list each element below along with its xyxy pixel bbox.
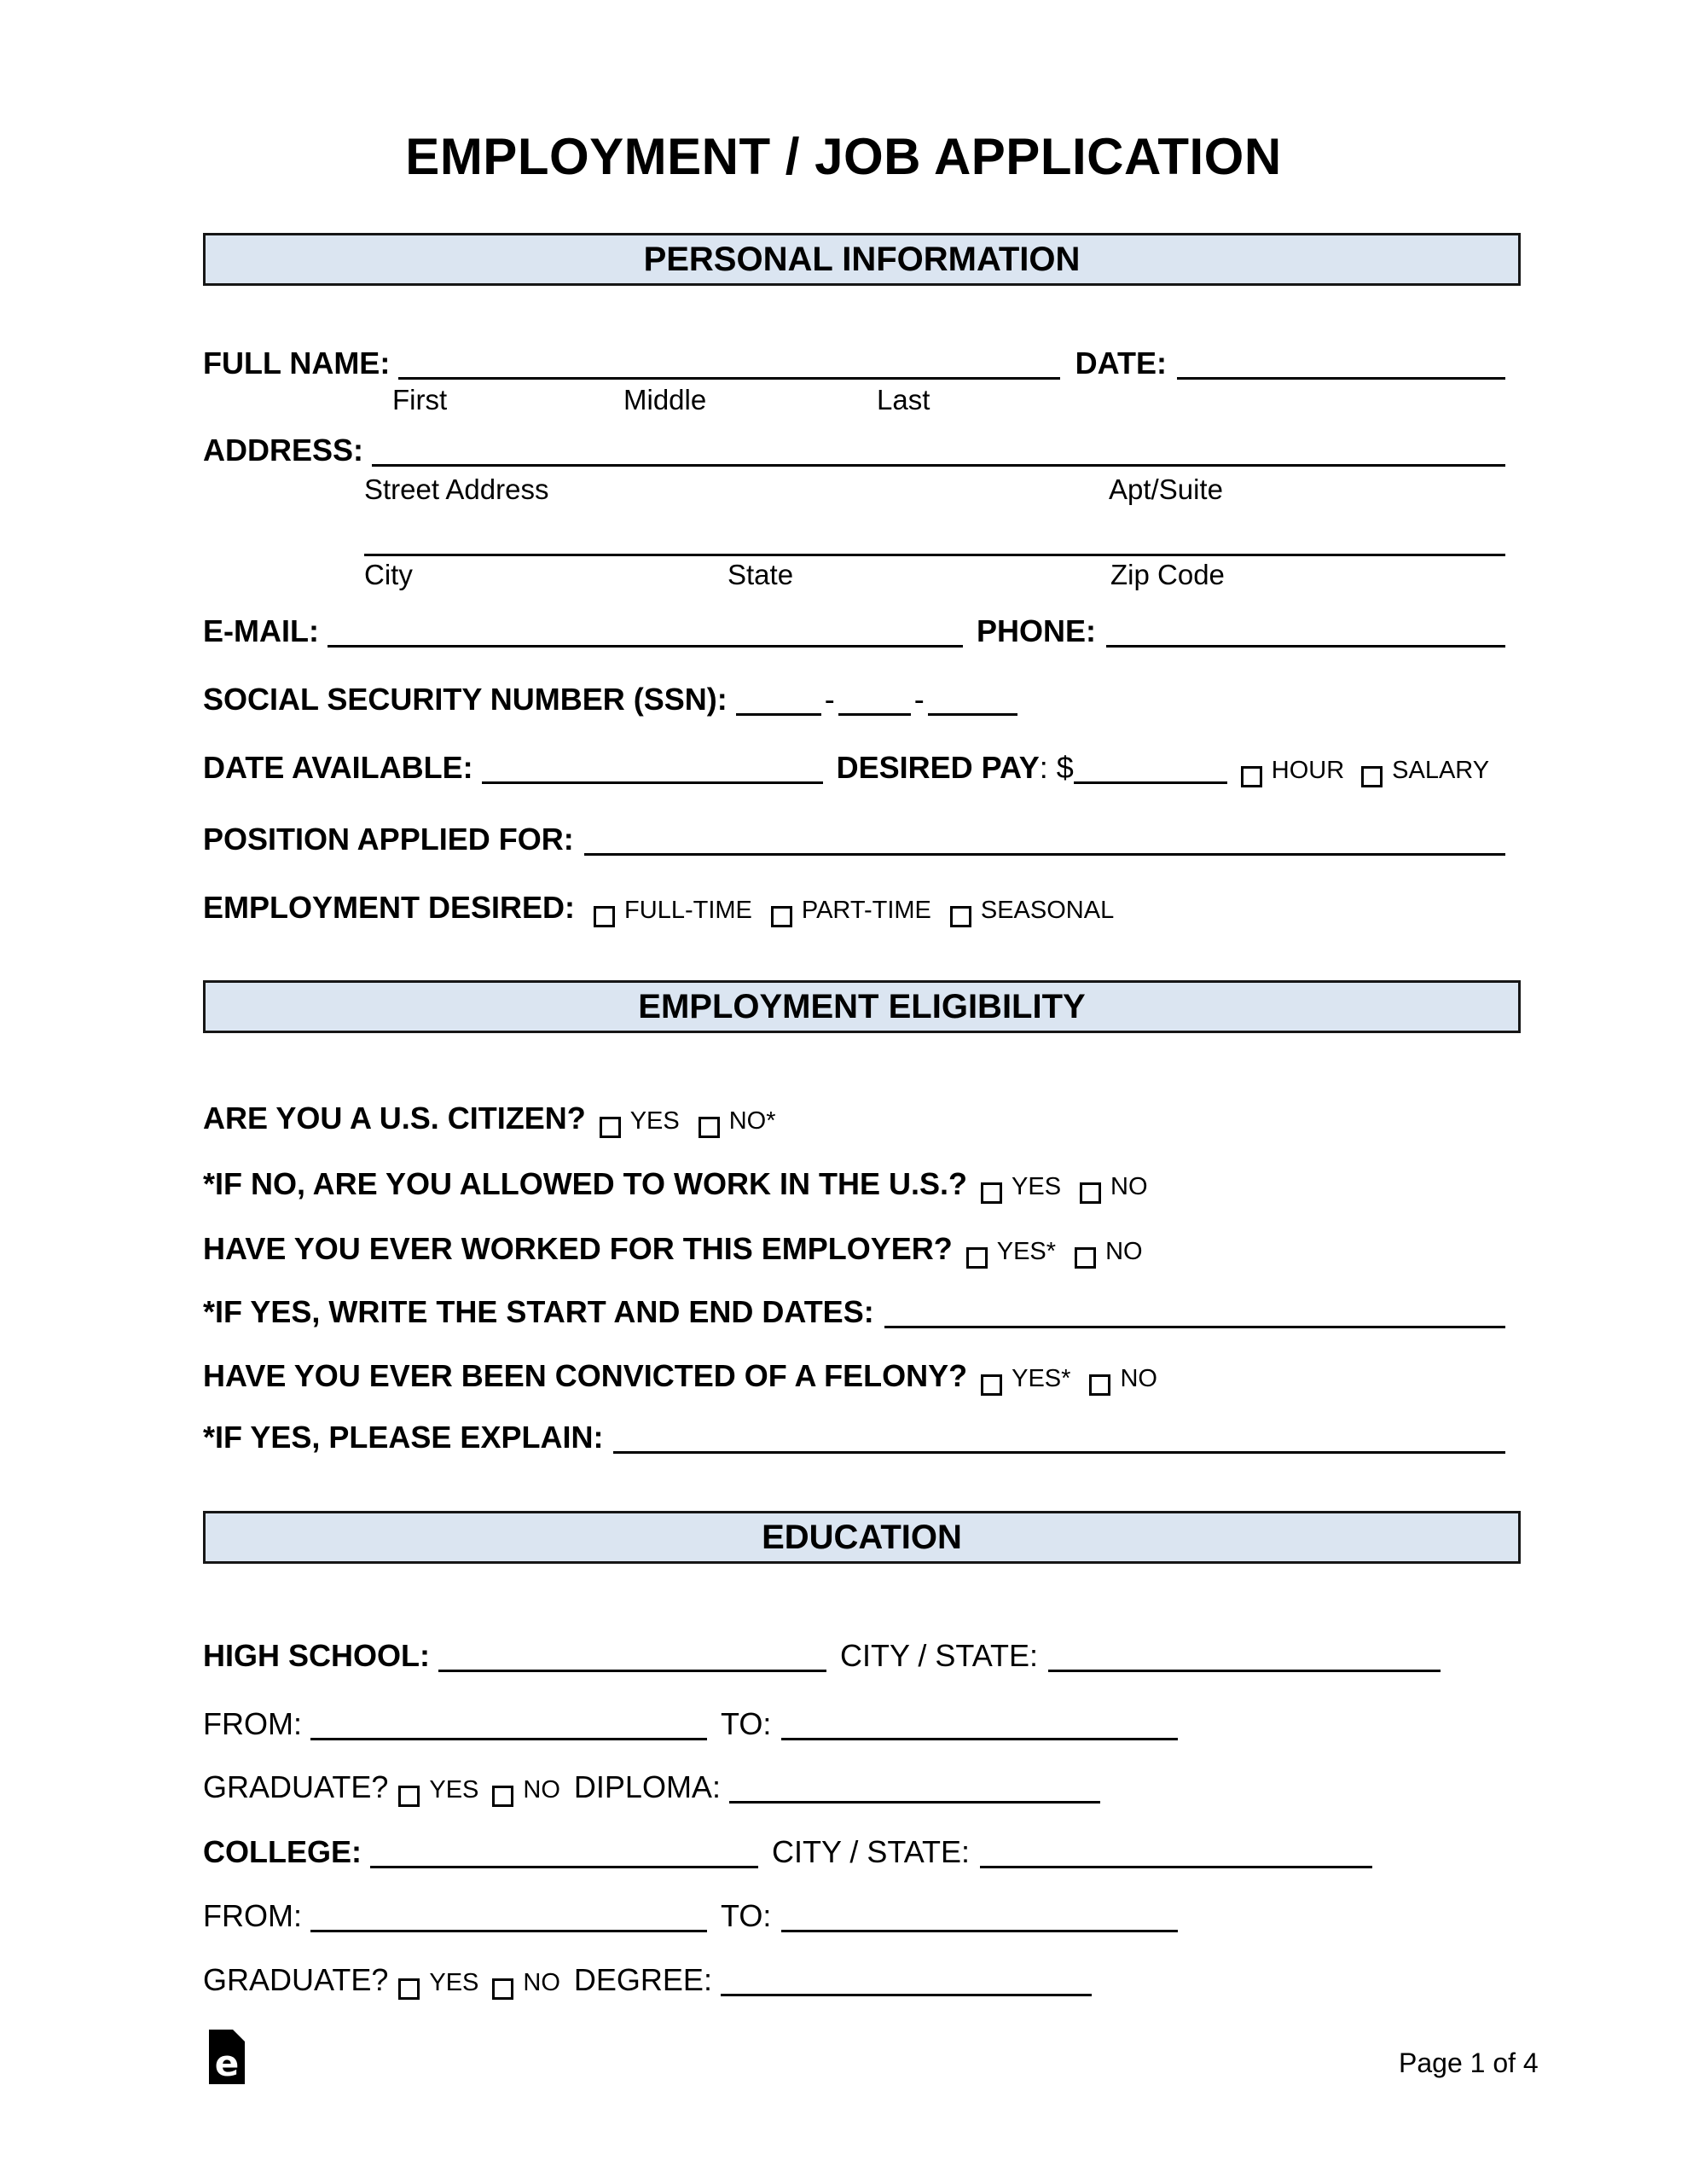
state-sublabel: State: [728, 559, 794, 590]
college-from-input[interactable]: [310, 1930, 707, 1932]
hs-to-input[interactable]: [781, 1738, 1178, 1740]
hour-checkbox[interactable]: [1241, 766, 1262, 787]
date-available-input[interactable]: [482, 781, 823, 784]
logo-fold-icon: [233, 2030, 245, 2042]
date-available-label: DATE AVAILABLE:: [203, 750, 473, 785]
hs-city-state-label: CITY / STATE:: [840, 1638, 1039, 1673]
dates-question-row: [203, 1294, 1505, 1330]
part-time-option: [771, 896, 931, 925]
desired-pay-prefix: : $: [1039, 750, 1074, 785]
allowed-no-option: [1080, 1172, 1148, 1201]
college-city-state-input[interactable]: [980, 1866, 1372, 1868]
college-to-input[interactable]: [781, 1930, 1178, 1932]
felony-question: HAVE YOU EVER BEEN CONVICTED OF A FELONY?: [203, 1358, 968, 1393]
part-time-label: PART-TIME: [801, 897, 931, 924]
seasonal-checkbox[interactable]: [950, 906, 971, 927]
explain-question-row: [203, 1420, 1505, 1455]
college-graduate-yes-option: [398, 1968, 478, 1997]
address-label: ADDRESS:: [203, 433, 364, 468]
allowed-question-row: [203, 1166, 1505, 1202]
hs-graduate-yes-checkbox[interactable]: [398, 1786, 420, 1807]
full-time-checkbox[interactable]: [594, 906, 615, 927]
felony-yes-label: YES*: [1012, 1365, 1071, 1392]
hs-city-state-input[interactable]: [1048, 1670, 1441, 1672]
citizen-yes-option: [600, 1107, 680, 1136]
ssn-part1-input[interactable]: [736, 713, 821, 716]
part-time-checkbox[interactable]: [771, 906, 792, 927]
citizen-question-row: [203, 1101, 1505, 1136]
hs-from-input[interactable]: [310, 1738, 707, 1740]
section-header-personal: [203, 233, 1521, 286]
section-header-personal-label: PERSONAL INFORMATION: [643, 240, 1081, 278]
full-time-label: FULL-TIME: [624, 897, 752, 924]
full-name-label: FULL NAME:: [203, 346, 391, 380]
hs-from-label: FROM:: [203, 1706, 302, 1741]
address-row: [203, 433, 1505, 468]
felony-yes-checkbox[interactable]: [981, 1374, 1002, 1396]
position-label: POSITION APPLIED FOR:: [203, 822, 574, 857]
degree-input[interactable]: [721, 1994, 1092, 1996]
worked-no-label: NO: [1105, 1238, 1143, 1265]
salary-label: SALARY: [1392, 757, 1490, 784]
college-row: [203, 1834, 1505, 1870]
allowed-no-checkbox[interactable]: [1080, 1182, 1101, 1204]
hs-to-label: TO:: [720, 1706, 772, 1741]
college-from-label: FROM:: [203, 1898, 302, 1933]
college-to-label: TO:: [720, 1898, 772, 1933]
date-label: DATE:: [1075, 346, 1167, 380]
section-header-eligibility: [203, 980, 1521, 1033]
citizen-yes-label: YES: [629, 1107, 680, 1135]
citizen-no-label: NO*: [728, 1107, 776, 1135]
college-graduate-no-checkbox[interactable]: [492, 1978, 513, 2000]
salary-checkbox[interactable]: [1361, 766, 1383, 787]
college-graduate-no-option: [492, 1968, 560, 1997]
section-header-education-label: EDUCATION: [762, 1518, 962, 1556]
salary-option: [1361, 756, 1489, 785]
worked-question-row: [203, 1231, 1505, 1267]
worked-question: HAVE YOU EVER WORKED FOR THIS EMPLOYER?: [203, 1231, 953, 1266]
hour-option: [1241, 756, 1344, 785]
college-input[interactable]: [370, 1866, 758, 1868]
citizen-yes-checkbox[interactable]: [600, 1117, 621, 1138]
ssn-row: [203, 682, 1505, 717]
worked-yes-checkbox[interactable]: [966, 1247, 988, 1269]
diploma-input[interactable]: [729, 1801, 1100, 1804]
diploma-label: DIPLOMA:: [573, 1769, 721, 1804]
full-name-row: [203, 346, 1505, 381]
email-phone-row: [203, 613, 1505, 649]
street-address-input[interactable]: [372, 464, 1505, 467]
college-graduate-label: GRADUATE?: [203, 1962, 389, 1997]
felony-yes-option: [981, 1364, 1070, 1393]
citizen-no-option: [699, 1107, 776, 1136]
allowed-yes-label: YES: [1012, 1173, 1062, 1200]
felony-no-option: [1089, 1364, 1157, 1393]
explain-input[interactable]: [613, 1451, 1505, 1454]
middle-sublabel: Middle: [623, 384, 707, 415]
college-graduate-no-label: NO: [523, 1969, 560, 1996]
explain-question: *IF YES, PLEASE EXPLAIN:: [203, 1420, 604, 1455]
hs-graduate-no-option: [492, 1775, 560, 1804]
citizen-question: ARE YOU A U.S. CITIZEN?: [203, 1101, 586, 1136]
felony-question-row: [203, 1358, 1505, 1394]
page-number: Page 1 of 4: [1399, 2048, 1539, 2078]
position-row: [203, 822, 1505, 857]
worked-no-checkbox[interactable]: [1075, 1247, 1096, 1269]
hs-graduate-row: [203, 1769, 1505, 1805]
dates-question: *IF YES, WRITE THE START AND END DATES:: [203, 1294, 874, 1329]
email-label: E-MAIL:: [203, 613, 319, 648]
college-graduate-yes-checkbox[interactable]: [398, 1978, 420, 2000]
employment-desired-label: EMPLOYMENT DESIRED:: [203, 890, 576, 925]
position-input[interactable]: [584, 853, 1505, 856]
email-input[interactable]: [328, 645, 963, 648]
high-school-label: HIGH SCHOOL:: [203, 1638, 430, 1673]
college-from-to-row: [203, 1898, 1505, 1934]
college-graduate-yes-label: YES: [429, 1969, 479, 1996]
ssn-label: SOCIAL SECURITY NUMBER (SSN):: [203, 682, 728, 717]
hs-graduate-no-checkbox[interactable]: [492, 1786, 513, 1807]
college-graduate-row: [203, 1962, 1505, 1998]
hs-graduate-no-label: NO: [523, 1776, 560, 1804]
high-school-input[interactable]: [438, 1670, 826, 1672]
desired-pay-input[interactable]: [1074, 781, 1227, 784]
date-input[interactable]: [1177, 377, 1505, 380]
ssn-separator: -: [913, 682, 925, 717]
address-line2-input[interactable]: [364, 554, 1505, 556]
page-title: EMPLOYMENT / JOB APPLICATION: [405, 128, 1282, 185]
section-header-education: [203, 1511, 1521, 1564]
desired-pay-label: DESIRED PAY: [836, 750, 1040, 785]
start-end-dates-input[interactable]: [884, 1326, 1505, 1328]
ssn-part3-input[interactable]: [928, 713, 1017, 716]
worked-yes-label: YES*: [996, 1238, 1057, 1265]
section-header-eligibility-label: EMPLOYMENT ELIGIBILITY: [638, 987, 1086, 1025]
felony-no-checkbox[interactable]: [1089, 1374, 1110, 1396]
citizen-no-checkbox[interactable]: [699, 1117, 720, 1138]
hs-graduate-label: GRADUATE?: [203, 1769, 389, 1804]
street-sublabel: Street Address: [364, 473, 549, 505]
eforms-logo: [209, 2030, 245, 2084]
employment-desired-row: [203, 890, 1505, 926]
apt-sublabel: Apt/Suite: [1109, 473, 1223, 505]
city-sublabel: City: [364, 559, 413, 590]
college-city-state-label: CITY / STATE:: [772, 1834, 971, 1869]
phone-label: PHONE:: [976, 613, 1096, 648]
hs-graduate-yes-label: YES: [429, 1776, 479, 1804]
worked-yes-option: [966, 1237, 1056, 1266]
ssn-separator: -: [824, 682, 835, 717]
allowed-yes-option: [981, 1172, 1061, 1201]
full-name-input[interactable]: [398, 377, 1059, 380]
allowed-no-label: NO: [1110, 1173, 1148, 1200]
seasonal-label: SEASONAL: [980, 897, 1115, 924]
phone-input[interactable]: [1106, 645, 1505, 648]
college-label: COLLEGE:: [203, 1834, 362, 1869]
hs-from-to-row: [203, 1706, 1505, 1742]
allowed-yes-checkbox[interactable]: [981, 1182, 1002, 1204]
worked-no-option: [1075, 1237, 1143, 1266]
logo-letter: e: [214, 2042, 240, 2084]
date-available-row: [203, 750, 1505, 786]
zip-sublabel: Zip Code: [1110, 559, 1225, 590]
high-school-row: [203, 1638, 1505, 1674]
first-sublabel: First: [392, 384, 448, 415]
allowed-question: *IF NO, ARE YOU ALLOWED TO WORK IN THE U.S.?: [203, 1166, 968, 1201]
hs-graduate-yes-option: [398, 1775, 478, 1804]
seasonal-option: [950, 896, 1114, 925]
felony-no-label: NO: [1120, 1365, 1157, 1392]
ssn-part2-input[interactable]: [838, 713, 911, 716]
hour-label: HOUR: [1271, 757, 1345, 784]
last-sublabel: Last: [877, 384, 930, 415]
full-time-option: [594, 896, 752, 925]
degree-label: DEGREE:: [573, 1962, 712, 1997]
